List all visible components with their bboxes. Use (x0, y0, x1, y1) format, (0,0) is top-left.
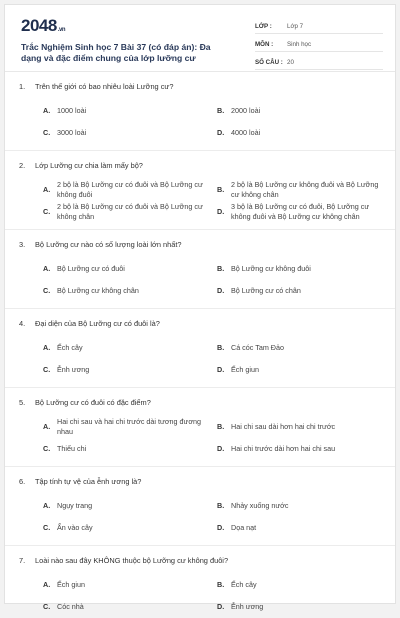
option-letter: C. (43, 602, 51, 611)
meta-label: SỐ CÂU : (255, 58, 283, 66)
option-text: Ễnh ương (57, 365, 90, 374)
question-divider (5, 466, 395, 467)
question-number: 5. (19, 398, 26, 407)
question-header (19, 82, 381, 92)
option-letter: A. (43, 343, 51, 352)
site-logo[interactable]: 2048.vn (21, 16, 65, 35)
option-letter: B. (217, 343, 225, 352)
option-text: Dọa nạt (231, 523, 257, 532)
question-divider (5, 545, 395, 546)
option-letter: D. (217, 207, 225, 216)
answer-option[interactable] (217, 100, 381, 122)
option-letter: A. (43, 501, 51, 510)
document-meta (255, 19, 383, 70)
question-number: 7. (19, 556, 26, 565)
option-text: 3 bộ là Bộ Lưỡng cư có đuôi, Bộ Lưỡng cư không đuôi và Bộ Lưỡng cư không chân (231, 202, 370, 221)
option-text: 4000 loài (231, 128, 261, 137)
option-letter: B. (217, 501, 225, 510)
question-header (19, 161, 381, 171)
question-text: Bộ Lưỡng cư nào có số lượng loài lớn nhất? (35, 240, 182, 249)
option-letter: B. (217, 264, 225, 273)
answer-option[interactable] (43, 179, 207, 201)
option-letter: D. (217, 523, 225, 532)
question-number: 3. (19, 240, 26, 249)
option-letter: C. (43, 444, 51, 453)
option-text: Ếch giun (57, 580, 85, 589)
answer-option[interactable] (217, 122, 381, 144)
option-text: Ếch cây (231, 580, 257, 589)
answer-options (43, 100, 381, 144)
question-header (19, 398, 381, 408)
question-header (19, 319, 381, 329)
option-letter: A. (43, 422, 51, 431)
option-text: Thiếu chi (57, 444, 87, 453)
answer-option[interactable] (43, 100, 207, 122)
option-letter: D. (217, 602, 225, 611)
option-text: Ngụy trang (57, 501, 93, 510)
meta-label: LỚP : (255, 22, 272, 30)
answer-option[interactable] (43, 337, 207, 359)
answer-option[interactable] (43, 438, 207, 460)
question-header (19, 240, 381, 250)
question-item (19, 319, 381, 388)
question-number: 4. (19, 319, 26, 328)
meta-value: Lớp 7 (287, 22, 304, 30)
option-letter: C. (43, 207, 51, 216)
answer-option[interactable] (43, 258, 207, 280)
document-page (4, 4, 396, 611)
question-text: Tập tính tự vệ của ễnh ương là? (35, 477, 142, 486)
option-text: 2 bộ là Bộ Lưỡng cư không đuôi và Bộ Lưỡng cư không chân (231, 180, 379, 199)
answer-option[interactable] (217, 574, 381, 596)
option-letter: D. (217, 286, 225, 295)
option-text: 1000 loài (57, 106, 87, 115)
answer-option[interactable] (43, 416, 207, 438)
answer-option[interactable] (217, 416, 381, 438)
meta-row (255, 37, 383, 52)
question-text: Đại diện của Bộ Lưỡng cư có đuôi là? (35, 319, 160, 328)
option-letter: C. (43, 128, 51, 137)
option-text: Bộ Lưỡng cư không chân (57, 286, 139, 295)
meta-value: 20 (287, 58, 294, 66)
answer-option[interactable] (217, 280, 381, 302)
option-text: Cóc nhà (57, 602, 84, 611)
answer-option[interactable] (217, 337, 381, 359)
answer-option[interactable] (217, 179, 381, 201)
option-letter: B. (217, 106, 225, 115)
option-letter: B. (217, 185, 225, 194)
question-item (19, 398, 381, 467)
document-header (5, 5, 395, 71)
option-text: Ếch giun (231, 365, 259, 374)
question-header (19, 477, 381, 487)
answer-option[interactable] (217, 258, 381, 280)
question-divider (5, 387, 395, 388)
answer-option[interactable] (43, 574, 207, 596)
answer-options (43, 337, 381, 381)
question-item (19, 82, 381, 151)
option-letter: C. (43, 286, 51, 295)
option-text: 3000 loài (57, 128, 87, 137)
answer-options (43, 416, 381, 460)
answer-option[interactable] (217, 495, 381, 517)
option-text: 2000 loài (231, 106, 261, 115)
question-item (19, 556, 381, 618)
option-letter: B. (217, 580, 225, 589)
answer-option[interactable] (43, 517, 207, 539)
question-item (19, 161, 381, 230)
answer-options (43, 179, 381, 223)
question-divider (5, 150, 395, 151)
answer-option[interactable] (217, 438, 381, 460)
option-letter: A. (43, 185, 51, 194)
answer-option[interactable] (43, 122, 207, 144)
answer-option[interactable] (43, 280, 207, 302)
option-text: Cá cóc Tam Đảo (231, 343, 284, 352)
answer-option[interactable] (43, 596, 207, 618)
question-number: 2. (19, 161, 26, 170)
option-letter: B. (217, 422, 225, 431)
option-text: Hai chi sau dài hơn hai chi trước (231, 422, 336, 431)
option-text: Ễnh ương (231, 602, 264, 611)
answer-option[interactable] (43, 359, 207, 381)
option-text: Bộ Lưỡng cư không đuôi (231, 264, 311, 273)
option-letter: D. (217, 128, 225, 137)
answer-options (43, 258, 381, 302)
question-number: 6. (19, 477, 26, 486)
answer-option[interactable] (217, 359, 381, 381)
meta-row (255, 55, 383, 70)
answer-option[interactable] (217, 201, 381, 223)
option-letter: C. (43, 523, 51, 532)
answer-option[interactable] (43, 201, 207, 223)
option-text: Ẩn vào cây (57, 523, 93, 532)
option-text: Nhảy xuống nước (231, 501, 289, 510)
answer-options (43, 574, 381, 618)
option-letter: A. (43, 106, 51, 115)
answer-options (43, 495, 381, 539)
question-item (19, 477, 381, 546)
option-text: 2 bộ là Bộ Lưỡng cư có đuôi và Bộ Lưỡng cư không đuôi (57, 180, 203, 199)
option-letter: D. (217, 444, 225, 453)
document-title: Trắc Nghiệm Sinh học 7 Bài 37 (có đáp án): Đa dạng và đặc điểm chung của lớp lưỡng cư (21, 42, 211, 63)
option-letter: A. (43, 580, 51, 589)
question-number: 1. (19, 82, 26, 91)
option-text: Bộ Lưỡng cư có đuôi (57, 264, 125, 273)
option-text: 2 bộ là Bộ Lưỡng cư có đuôi và Bộ Lưỡng cư không chân (57, 202, 203, 221)
question-text: Loài nào sau đây KHÔNG thuộc bộ Lưỡng cư không đuôi? (35, 556, 229, 565)
question-text: Trên thế giới có bao nhiêu loài Lưỡng cư? (35, 82, 174, 91)
option-text: Hai chi sau và hai chi trước dài tương đương nhau (57, 417, 202, 436)
question-divider (5, 229, 395, 230)
option-text: Bộ Lưỡng cư có chân (231, 286, 301, 295)
option-text: Ếch cây (57, 343, 83, 352)
question-list (5, 72, 395, 618)
question-divider (5, 308, 395, 309)
option-letter: A. (43, 264, 51, 273)
answer-option[interactable] (43, 495, 207, 517)
option-letter: D. (217, 365, 225, 374)
option-text: Hai chi trước dài hơn hai chi sau (231, 444, 336, 453)
answer-option[interactable] (217, 596, 381, 618)
answer-option[interactable] (217, 517, 381, 539)
question-item (19, 240, 381, 309)
meta-label: MÔN : (255, 40, 274, 48)
meta-row (255, 19, 383, 34)
meta-value: Sinh học (287, 40, 312, 48)
question-text: Bộ Lưỡng cư có đuôi có đặc điểm? (35, 398, 151, 407)
question-text: Lớp Lưỡng cư chia làm mấy bộ? (35, 161, 143, 170)
question-header (19, 556, 381, 566)
option-letter: C. (43, 365, 51, 374)
